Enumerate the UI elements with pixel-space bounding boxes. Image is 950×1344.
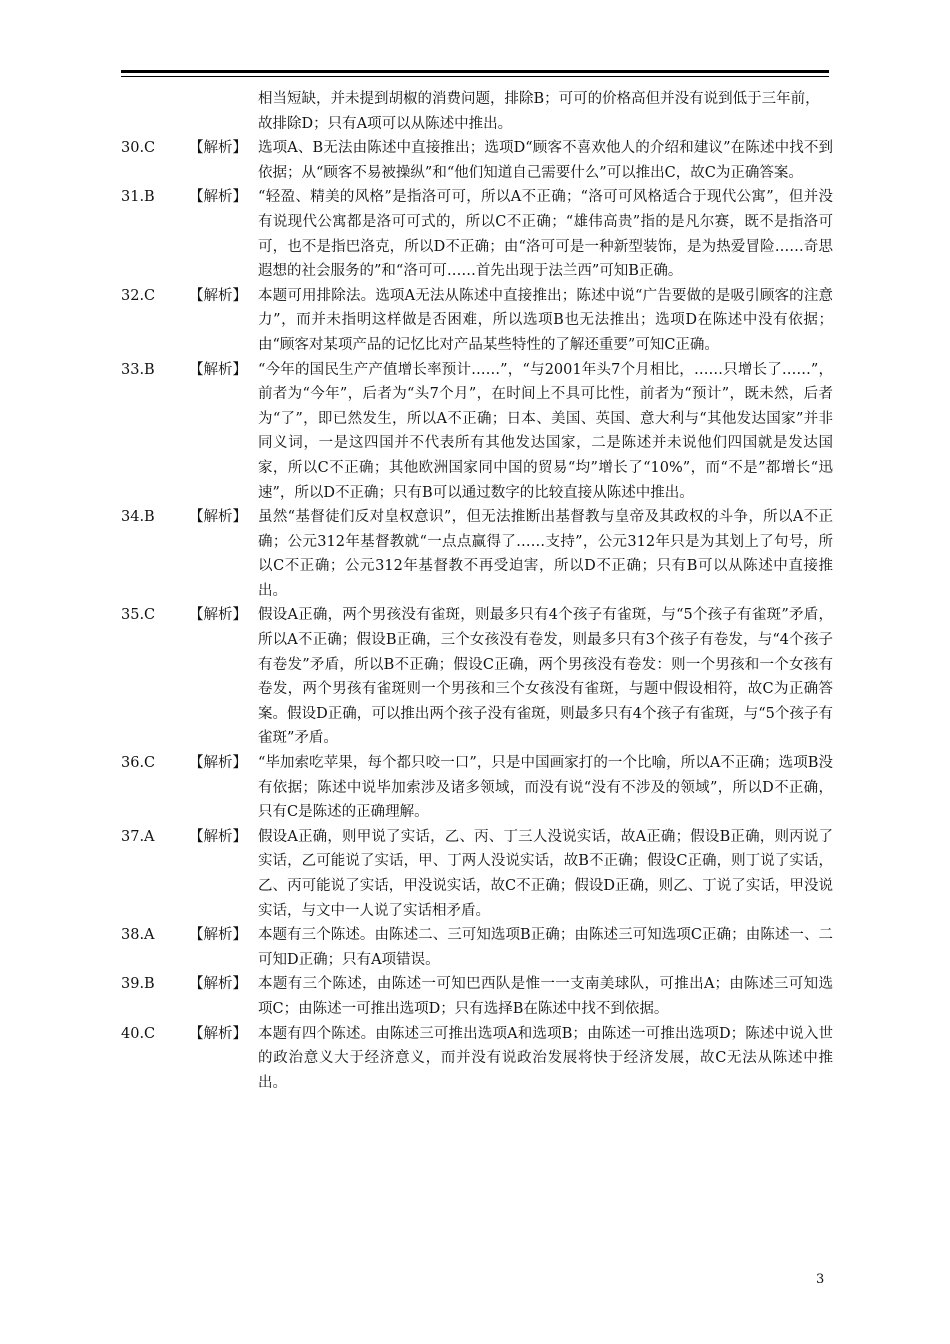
- analysis-tag: 【解析】: [189, 287, 247, 304]
- question-number: 30.C: [121, 140, 156, 157]
- explanation-text: 本题有三个陈述，由陈述一可知巴西队是惟一一支南美球队，可推出A；由陈述三可知选项C；由陈述一可推出选项D；只有选择B在陈述中找不到依据。: [258, 976, 833, 1017]
- question-number: 39.B: [121, 976, 155, 993]
- explanation-text: 本题可用排除法。选项A无法从陈述中直接推出；陈述中说“广告要做的是吸引顾客的注意力”，而并未指明这样做是否困难，所以选项B也无法推出；选项D在陈述中没有依据；由“顾客对某项产品的记忆比对产品某些特性的了解还重要”可知C正确。: [258, 287, 833, 353]
- answer-entry: [121, 284, 841, 358]
- explanation-text: 选项A、B无法由陈述中直接推出；选项D“顾客不喜欢他人的介绍和建议”在陈述中找不到依据；从“顾客不易被操纵”和“他们知道自己需要什么”可以推出C，故C为正确答案。: [258, 140, 833, 181]
- answer-explanations: [121, 87, 841, 1095]
- analysis-tag: 【解析】: [189, 607, 247, 624]
- answer-entry: [121, 136, 841, 185]
- answer-entry: [121, 1022, 841, 1096]
- answer-entry: [121, 751, 841, 825]
- explanation-text: “今年的国民生产产值增长率预计……”，“与2001年头7个月相比，……只增长了……”，前者为“今年”，后者为“头7个月”，在时间上不具可比性，前者为“预计”，既未然，后者为“了”，即已然发生，所以A不正确；日本、美国、英国、意大利与“其他发达国家”并非同义词，一是这四国并不代表所有其他发达国家，二是陈述并未说他们四国就是发达国家，所以C不正确；其他欧洲国家同中国的贸易“均”增长了“10%”，而“不是”都增长“迅速”，所以D不正确；只有B可以通过数字的比较直接从陈述中推出。: [258, 361, 833, 501]
- analysis-tag: 【解析】: [189, 509, 247, 526]
- answer-entry: [121, 825, 841, 923]
- analysis-tag: 【解析】: [189, 755, 247, 772]
- answer-entry: [121, 358, 841, 506]
- analysis-tag: 【解析】: [189, 361, 247, 378]
- question-number: 36.C: [121, 755, 156, 772]
- answer-entry: [121, 185, 841, 283]
- answer-entry: [121, 505, 841, 603]
- header-rule-thin: [121, 76, 829, 77]
- explanation-text: 假设A正确，则甲说了实话，乙、丙、丁三人没说实话，故A正确；假设B正确，则丙说了实话，乙可能说了实话，甲、丁两人没说实话，故B不正确；假设C正确，则丁说了实话，乙、丙可能说了实话，甲没说实话，故C不正确；假设D正确，则乙、丁说了实话，甲没说实话，与文中一人说了实话相矛盾。: [258, 828, 833, 919]
- question-number: 38.A: [121, 927, 155, 944]
- answer-entry: [121, 972, 841, 1021]
- question-number: 40.C: [121, 1025, 156, 1042]
- explanation-text: 本题有三个陈述。由陈述二、三可知选项B正确；由陈述三可知选项C正确；由陈述一、二可知D正确；只有A项错误。: [258, 927, 833, 968]
- explanation-text: 虽然“基督徒们反对皇权意识”，但无法推断出基督教与皇帝及其政权的斗争，所以A不正确；公元312年基督教就“一点点赢得了……支持”，公元312年只是为其划上了句号，所以C不正确；公元312年基督教不再受迫害，所以D不正确；只有B可以从陈述中直接推出。: [258, 509, 833, 599]
- analysis-tag: 【解析】: [189, 189, 247, 206]
- explanation-text: 假设A正确，两个男孩没有雀斑，则最多只有4个孩子有雀斑，与“5个孩子有雀斑”矛盾，所以A不正确；假设B正确，三个女孩没有卷发，则最多只有3个孩子有卷发，与“4个孩子有卷发”矛盾，所以B不正确；假设C正确，两个男孩没有卷发：则一个男孩和一个女孩有卷发，两个男孩有雀斑则一个男孩和三个女孩没有雀斑，与题中假设相符，故C为正确答案。假设D正确，可以推出两个孩子没有雀斑，则最多只有4个孩子有雀斑，与“5个孩子有雀斑”矛盾。: [258, 607, 833, 747]
- page-number: 3: [816, 1272, 825, 1287]
- answer-entry: [121, 603, 841, 751]
- continuation-text: 相当短缺，并未提到胡椒的消费问题，排除B；可可的价格高但并没有说到低于三年前，故排除D；只有A项可以从陈述中推出。: [258, 91, 820, 132]
- entry-list: [121, 136, 841, 1095]
- question-number: 37.A: [121, 828, 155, 845]
- question-number: 31.B: [121, 189, 155, 206]
- analysis-tag: 【解析】: [189, 927, 247, 944]
- answer-entry: [121, 923, 841, 972]
- explanation-text: “轻盈、精美的风格”是指洛可可，所以A不正确；“洛可可风格适合于现代公寓”，但并没有说现代公寓都是洛可可式的，所以C不正确；“雄伟高贵”指的是凡尔赛，既不是指洛可可，也不是指巴洛克，所以D不正确；由“洛可可是一种新型装饰，是为热爱冒险……奇思遐想的社会服务的”和“洛可可……首先出现于法兰西”可知B正确。: [258, 189, 833, 280]
- analysis-tag: 【解析】: [189, 828, 247, 845]
- explanation-text: “毕加索吃苹果，每个都只咬一口”，只是中国画家打的一个比喻，所以A不正确；选项B没有依据；陈述中说毕加索涉及诸多领域，而没有说“没有不涉及的领域”，所以D不正确，只有C是陈述的正确理解。: [258, 755, 833, 821]
- analysis-tag: 【解析】: [189, 140, 247, 157]
- analysis-tag: 【解析】: [189, 1025, 247, 1042]
- question-number: 32.C: [121, 287, 156, 304]
- question-number: 34.B: [121, 509, 155, 526]
- question-number: 35.C: [121, 607, 156, 624]
- explanation-text: 本题有四个陈述。由陈述三可推出选项A和选项B；由陈述一可推出选项D；陈述中说入世的政治意义大于经济意义，而并没有说政治发展将快于经济发展，故C无法从陈述中推出。: [258, 1025, 833, 1091]
- header-rule-thick: [121, 70, 829, 73]
- question-number: 33.B: [121, 361, 155, 378]
- analysis-tag: 【解析】: [189, 976, 247, 993]
